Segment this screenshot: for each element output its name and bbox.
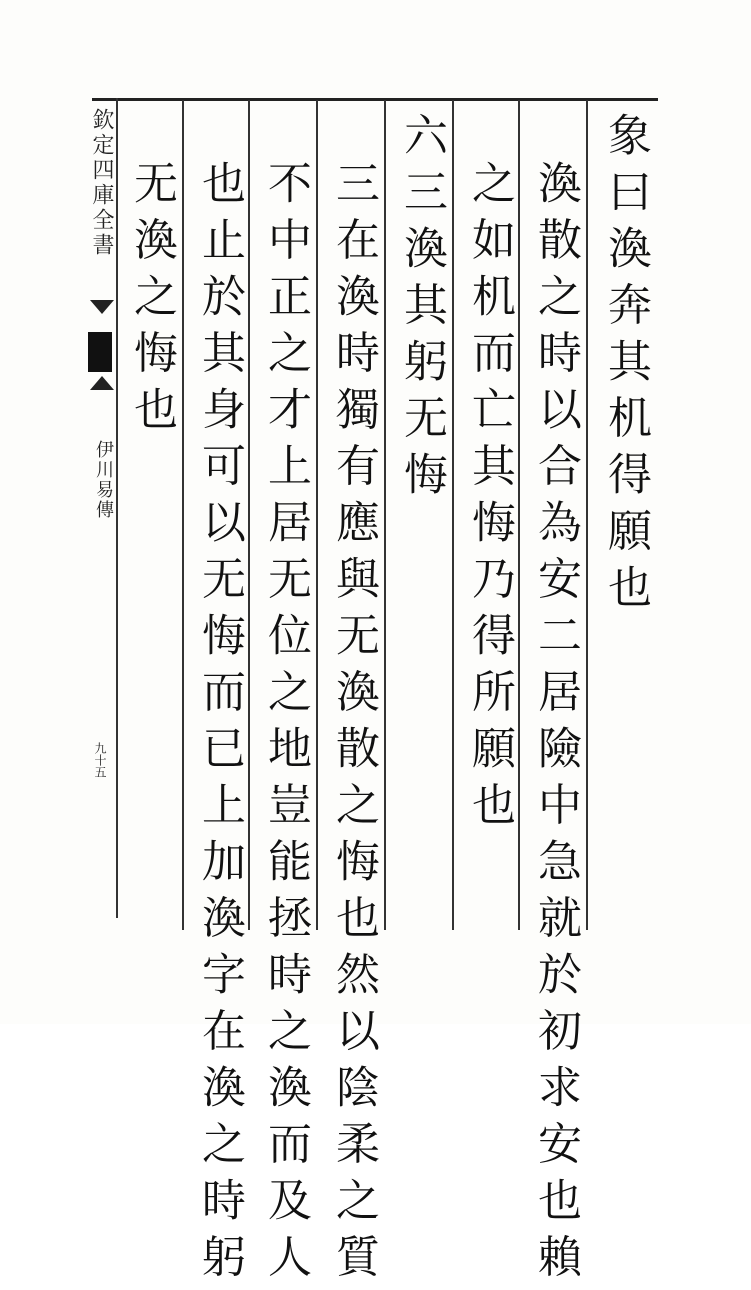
text-column-2: 渙散之時以合為安二居險中急就於初求安也賴 <box>530 160 581 1290</box>
text-column-4: 六三渙其躬无悔 <box>396 112 447 508</box>
text-column-1: 象曰渙奔其机得願也 <box>600 112 651 621</box>
column-rule <box>518 100 520 930</box>
column-rule <box>586 100 588 930</box>
gutter-work-title: 伊川易傳 <box>93 440 114 520</box>
black-block-mark-icon <box>88 332 112 372</box>
fish-tail-mark-icon <box>90 300 114 314</box>
gutter-book-title: 欽定四庫全書 <box>89 108 114 258</box>
column-rule <box>384 100 386 930</box>
text-column-6: 不中正之才上居无位之地豈能拯時之渙而及人 <box>260 160 311 1290</box>
fish-tail-mark-icon <box>90 376 114 390</box>
text-column-8: 无渙之悔也 <box>126 160 177 443</box>
text-column-3: 之如机而亡其悔乃得所願也 <box>464 160 515 838</box>
column-rule <box>316 100 318 930</box>
text-column-7: 也止於其身可以无悔而已上加渙字在渙之時躬 <box>194 160 245 1290</box>
column-rule <box>182 100 184 930</box>
column-rule <box>452 100 454 930</box>
gutter-page-number: 九十五 <box>93 742 107 778</box>
top-frame-line <box>92 98 658 101</box>
text-column-5: 三在渙時獨有應與无渙散之悔也然以陰柔之質 <box>328 160 379 1290</box>
column-rule <box>248 100 250 930</box>
